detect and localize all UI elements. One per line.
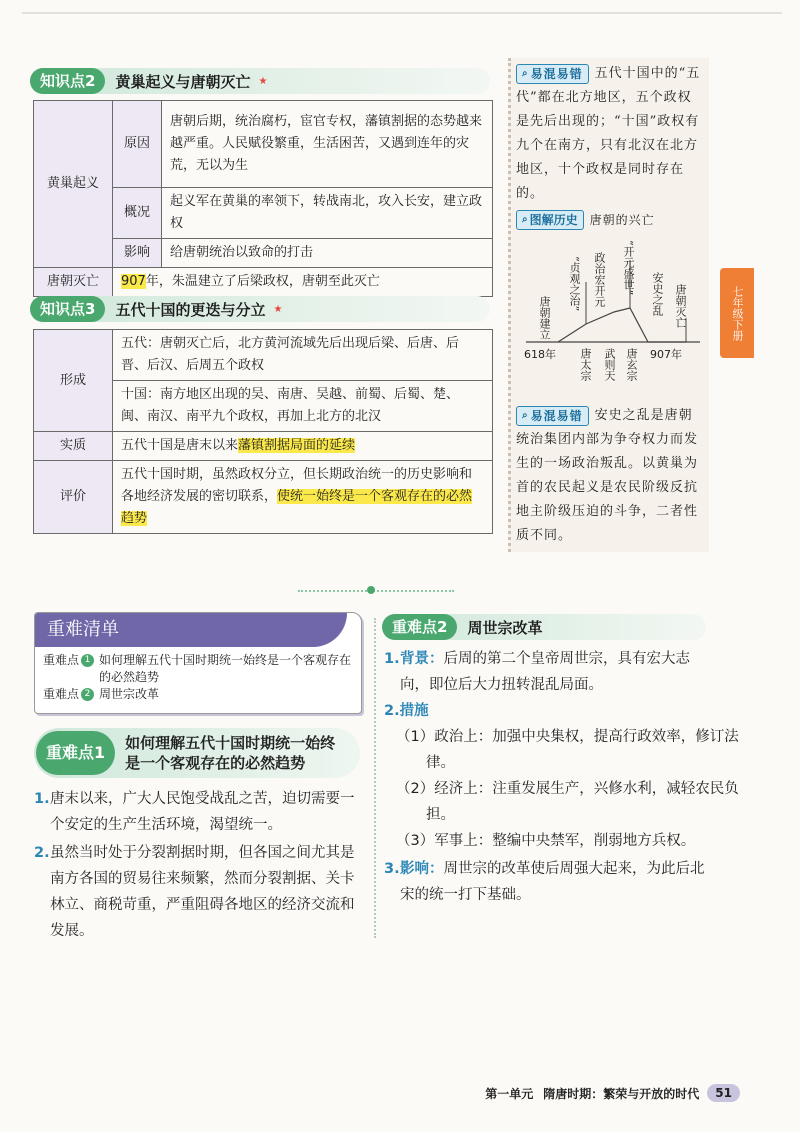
kp3-essence-pre: 五代十国是唐末以来: [121, 438, 239, 453]
kp2-text-overview: 起义军在黄巢的率领下，转战南北，攻入长安，建立政权: [162, 188, 493, 239]
d1-title: 如何理解五代十国时期统一始终 是一个客观存在的必然趋势: [125, 734, 336, 772]
footer-chapter: 隋唐时期：繁荣与开放的时代: [543, 1086, 700, 1101]
kp3-eval-pre: 五代十国时期，虽然政权分立，但长期政治统一的历史影响和各地经济发展的密切联系，: [121, 467, 473, 504]
column-divider: [374, 618, 376, 938]
star-icon: ★: [258, 75, 268, 87]
kp2-label-impact: 影响: [113, 239, 162, 268]
note-tag-2: ⌕ 图解历史: [516, 210, 584, 230]
tl-kaiyuan-pre: 政治宏开元: [593, 252, 606, 307]
sidebar-chart-header: [516, 208, 702, 232]
search-icon: ⌕: [522, 214, 528, 225]
page-top-rule: [22, 12, 782, 14]
note-text-1: 五代十国中的“五代”都在北方地区，五个政权是先后出现的；“十国”政权有九个在南方，只有北汉在北方地区，十个政权是同时存在的。: [516, 66, 701, 201]
kp3-title: 五代十国的更迭与分立: [115, 300, 266, 319]
kp2-end-text: 年，朱温建立了后梁政权，唐朝至此灭亡: [145, 274, 380, 289]
focus-list-card: [34, 612, 362, 714]
tl-founded: 唐朝建立: [538, 296, 551, 340]
section-divider: [298, 590, 454, 592]
kp3-eval-hl: 使统一始终是一个客观存在的必然趋势: [121, 489, 473, 526]
note-text-3: 安史之乱是唐朝统治集团内部为争夺权力而发生的一场政治叛乱。以黄巢为首的农民起义是农民阶级反抗地主阶级压迫的斗争，二者性质不同。: [516, 408, 699, 543]
search-icon: ⌕: [522, 67, 529, 79]
tl-anshi: 安史之乱: [651, 272, 664, 316]
kp3-form-a: 五代：唐朝灭亡后，北方黄河流域先后出现后梁、后唐、后晋、后汉、后周五个政权: [113, 330, 493, 381]
kp2-label-overview: 概况: [113, 188, 162, 239]
kp3-essence-hl: 藩镇割据局面的延续: [238, 438, 356, 453]
sidebar-note-1: [516, 62, 702, 206]
tl-end-year: 907年: [650, 348, 682, 361]
kp3-form-label: 形成: [34, 330, 113, 432]
tl-wuzetian: 武则天: [603, 348, 616, 381]
d2-background: 1. 背景：后周的第二个皇帝周世宗，具有宏大志向，即位后大力扭转混乱局面。: [384, 651, 690, 693]
tl-fall: 唐朝灭亡: [674, 284, 687, 328]
divider-dot: [367, 586, 375, 594]
search-icon: ⌕: [522, 409, 529, 421]
focus-list-header: 重难清单: [35, 613, 347, 647]
footer-bar: [440, 1080, 740, 1106]
tl-zhenguan: “贞观之治”: [568, 256, 581, 312]
note-tag-3: ⌕ 易混易错: [516, 406, 589, 426]
kp3-eval-cell: [113, 461, 493, 534]
timeline-curve: [558, 308, 686, 342]
d1-point-2: 2. 虽然当时处于分裂割据时期，但各国之间尤其是南方各国的贸易往来频繁，然而分裂割据、关卡林立、商税苛重，严重阻碍各地区的经济交流和发展。: [34, 845, 355, 939]
focus-item-1: 重难点 1 如何理解五代十国时期统一始终是一个客观存在的必然趋势: [43, 653, 352, 684]
d2-title: 周世宗改革: [467, 618, 543, 637]
chart-title: 唐朝的兴亡: [589, 213, 655, 227]
kp2-end-label: 唐朝灭亡: [34, 268, 113, 297]
kp3-header: [30, 296, 490, 322]
kp2-row-main: 黄巢起义: [34, 101, 113, 268]
d2-header: [382, 614, 706, 640]
tl-taizong: 唐太宗: [579, 348, 592, 381]
d2-impact: 3. 影响：周世宗的改革使后周强大起来，为此后北宋的统一打下基础。: [384, 861, 705, 903]
tl-xuanzong: 唐玄宗: [625, 348, 638, 381]
d2-tag: 重难点2: [382, 614, 457, 640]
d1-tag: 重难点1: [36, 731, 115, 775]
footer-unit: 第一单元: [485, 1086, 534, 1101]
kp3-eval-label: 评价: [34, 461, 113, 534]
kp2-label-cause: 原因: [113, 101, 162, 188]
d2-measures-label: 2.措施: [384, 703, 429, 719]
tl-kaiyuan: “开元盛世”: [622, 240, 635, 296]
kp2-title: 黄巢起义与唐朝灭亡: [115, 72, 251, 91]
kp3-form-b: 十国：南方地区出现的吴、南唐、吴越、前蜀、后蜀、楚、闽、南汉、南平九个政权，再加上北方的北汉: [113, 381, 493, 432]
kp2-text-impact: 给唐朝统治以致命的打击: [162, 239, 493, 268]
kp2-text-cause: 唐朝后期，统治腐朽，宦官专权，藩镇割据的态势越来越严重。人民赋役繁重，生活困苦，又遇到连年的灾荒，无以为生: [162, 101, 493, 188]
focus-list-items: [35, 647, 361, 708]
kp3-tag: 知识点3: [30, 296, 105, 322]
tl-start-year: 618年: [524, 348, 556, 361]
note-tag-1: ⌕ 易混易错: [516, 64, 589, 84]
sidebar-note-3: [516, 404, 702, 548]
kp3-essence-cell: [113, 432, 493, 461]
d2-measure-3: （3）军事上：整编中央禁军，削弱地方兵权。: [396, 833, 696, 849]
kp2-end-year: 907: [121, 274, 146, 289]
d1-point-1: 1. 唐末以来，广大人民饱受战乱之苦，迫切需要一个安定的生产生活环境，渴望统一。: [34, 791, 355, 833]
d2-measure-2: （2）经济上：注重发展生产，兴修水利，减轻农民负担。: [396, 781, 739, 823]
focus-item-2: 重难点 2 周世宗改革: [43, 687, 160, 701]
kp3-essence-label: 实质: [34, 432, 113, 461]
kp2-end-cell: [113, 268, 493, 297]
grade-side-tab: 七年级下册: [720, 268, 754, 358]
page-number: 51: [707, 1084, 740, 1102]
kp2-table: [33, 100, 493, 297]
d1-header: [34, 728, 360, 778]
d2-measure-1: （1）政治上：加强中央集权，提高行政效率，修订法律。: [396, 729, 739, 771]
kp2-header: [30, 68, 490, 94]
kp2-tag: 知识点2: [30, 68, 105, 94]
kp3-table: [33, 329, 493, 534]
star-icon: ★: [273, 303, 283, 315]
